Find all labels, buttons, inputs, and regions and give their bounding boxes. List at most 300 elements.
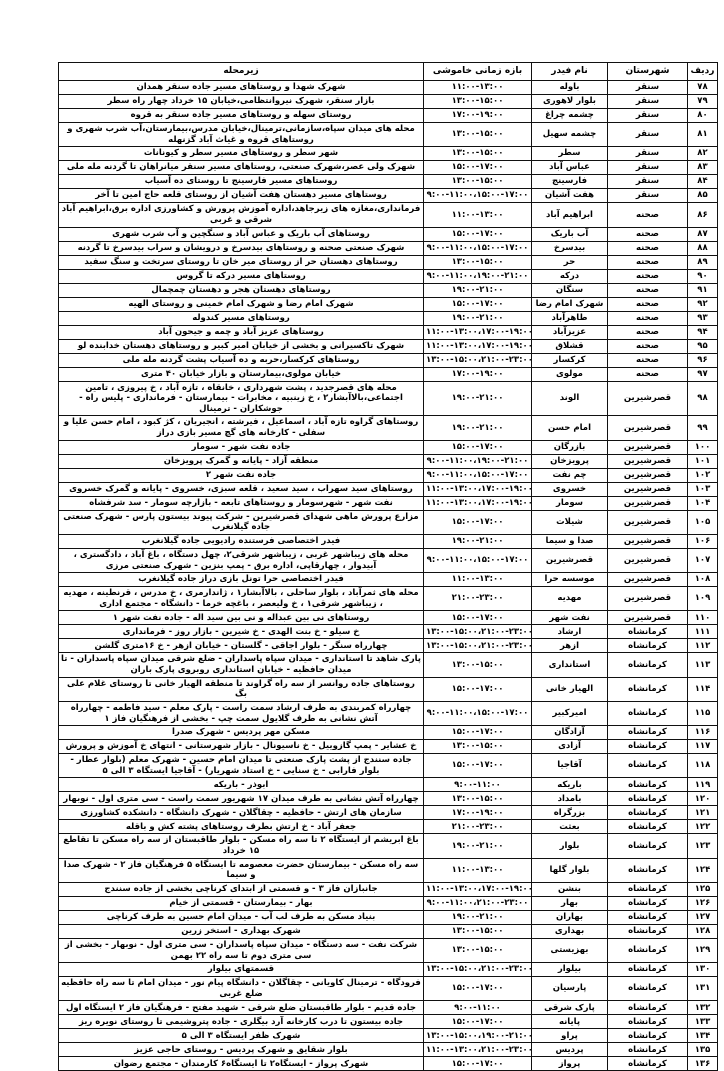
cell-feeder: فارسینج [532, 175, 608, 189]
table-row [59, 910, 718, 924]
cell-sub-neighborhood: شهرک شهدا و روستاهای مسیر جاده سنقر همدان [59, 81, 424, 95]
cell-county: کرمانشاه [608, 1043, 688, 1057]
cell-feeder: بهداری [532, 924, 608, 938]
cell-sub-neighborhood: جاده بیستون تا درب کارخانه آرد بیگلری - جاده پتروشیمی تا روستای نویره ریز [59, 1015, 424, 1029]
table-row [59, 482, 718, 496]
table-row [59, 510, 718, 534]
cell-outage-time: ۱۱:۰۰-۱۳:۰۰،۱۷:۰۰-۱۹:۰۰ [424, 496, 532, 510]
cell-row-number: ۱۱۰ [688, 611, 718, 625]
cell-feeder: الوند [532, 381, 608, 416]
cell-feeder: پایانه [532, 1015, 608, 1029]
cell-outage-time: ۱۳:۰۰-۱۵:۰۰،۲۱:۰۰-۲۳:۰۰ [424, 625, 532, 639]
cell-row-number: ۸۳ [688, 161, 718, 175]
cell-row-number: ۱۰۰ [688, 440, 718, 454]
cell-feeder: بلوار لاهوری [532, 95, 608, 109]
cell-feeder: باریکه [532, 778, 608, 792]
table-row [59, 109, 718, 123]
cell-outage-time: ۱۳:۰۰-۱۵:۰۰ [424, 740, 532, 754]
cell-outage-time: ۹:۰۰-۱۱:۰۰،۱۹:۰۰-۲۱:۰۰ [424, 454, 532, 468]
cell-row-number: ۷۸ [688, 81, 718, 95]
table-row [59, 203, 718, 227]
cell-county: قصرشیرین [608, 611, 688, 625]
cell-outage-time: ۱۷:۰۰-۱۹:۰۰ [424, 109, 532, 123]
cell-feeder: بازرگان [532, 440, 608, 454]
cell-feeder: سنگان [532, 283, 608, 297]
cell-row-number: ۱۱۲ [688, 639, 718, 653]
cell-county: صحنه [608, 339, 688, 353]
header-row-number: ردیف [688, 63, 718, 81]
cell-feeder: امیرکبیر [532, 701, 608, 725]
cell-row-number: ۱۱۵ [688, 701, 718, 725]
cell-feeder: بهاران [532, 910, 608, 924]
cell-county: کرمانشاه [608, 896, 688, 910]
cell-sub-neighborhood: جعفر آباد - خ ارتش بطرف روستاهای پشته کش و باقله [59, 820, 424, 834]
cell-row-number: ۸۵ [688, 189, 718, 203]
cell-outage-time: ۱۹:۰۰-۲۱:۰۰ [424, 534, 532, 548]
cell-county: سنقر [608, 147, 688, 161]
cell-feeder: استانداری [532, 653, 608, 677]
cell-feeder: بنشن [532, 882, 608, 896]
cell-sub-neighborhood: بلوار شقایق و شهرک پردیس - روستای حاجی عزیز [59, 1043, 424, 1057]
cell-feeder: بعثت [532, 820, 608, 834]
cell-sub-neighborhood: روستاهای دهستان هجر و دهستان چمچمال [59, 283, 424, 297]
cell-sub-neighborhood: سازمان های ارتش - حافظیه - چقاگلان - شهرک دانشگاه - دانشکده کشاورزی [59, 806, 424, 820]
cell-row-number: ۱۰۲ [688, 468, 718, 482]
cell-county: کرمانشاه [608, 677, 688, 701]
cell-row-number: ۱۱۱ [688, 625, 718, 639]
cell-outage-time: ۱۳:۰۰-۱۵:۰۰ [424, 792, 532, 806]
cell-outage-time: ۱۱:۰۰-۱۳:۰۰ [424, 858, 532, 882]
cell-county: کرمانشاه [608, 778, 688, 792]
cell-row-number: ۹۴ [688, 325, 718, 339]
cell-outage-time: ۲۱:۰۰-۲۳:۰۰ [424, 820, 532, 834]
cell-county: صحنه [608, 311, 688, 325]
table-row [59, 754, 718, 778]
cell-outage-time: ۹:۰۰-۱۱:۰۰،۱۵:۰۰-۱۷:۰۰ [424, 548, 532, 572]
cell-feeder: پارسیان [532, 977, 608, 1001]
cell-row-number: ۱۰۳ [688, 482, 718, 496]
cell-outage-time: ۱۷:۰۰-۱۹:۰۰ [424, 806, 532, 820]
cell-outage-time: ۱۳:۰۰-۱۵:۰۰ [424, 95, 532, 109]
cell-county: کرمانشاه [608, 977, 688, 1001]
cell-county: سنقر [608, 81, 688, 95]
cell-county: قصرشیرین [608, 468, 688, 482]
cell-outage-time: ۱۹:۰۰-۲۱:۰۰ [424, 283, 532, 297]
cell-outage-time: ۱۵:۰۰-۱۷:۰۰ [424, 677, 532, 701]
cell-sub-neighborhood: محله های ثمرآباد ، بلوار ساحلی ، بالاآبشار۱ ، ژاندارمری ، خ مدرس ، قرنطینه ، مهدیه ، زیباشهر شرقی۱ ، خ ولیعصر ، باغچه خرما - دانشگاه - مجتمع اداری [59, 587, 424, 611]
cell-county: کرمانشاه [608, 858, 688, 882]
cell-outage-time: ۱۱:۰۰-۱۳:۰۰ [424, 203, 532, 227]
cell-sub-neighborhood: پارک شاهد تا استانداری - میدان سپاه پاسداران - ضلع شرقی میدان سپاه پاسداران - تا میدان حافظیه - خیابان استانداری روبروی پارک باران [59, 653, 424, 677]
table-row [59, 255, 718, 269]
cell-sub-neighborhood: شهر سطر و روستاهای مسیر سطر و کیونانات [59, 147, 424, 161]
cell-row-number: ۱۱۷ [688, 740, 718, 754]
cell-sub-neighborhood: چهارراه آتش نشانی به طرف میدان ۱۷ شهریور سمت راست - سی متری اول - نوبهار [59, 792, 424, 806]
cell-outage-time: ۱۳:۰۰-۱۵:۰۰ [424, 938, 532, 962]
cell-row-number: ۱۲۲ [688, 820, 718, 834]
cell-feeder: سومار [532, 496, 608, 510]
cell-sub-neighborhood: بازار سنقر، شهرک نیروانتظامی،خیابان ۱۵ خرداد چهار راه سطر [59, 95, 424, 109]
cell-row-number: ۹۰ [688, 269, 718, 283]
cell-feeder: آقاجیا [532, 754, 608, 778]
table-row [59, 701, 718, 725]
cell-outage-time: ۱۱:۰۰-۱۳:۰۰،۱۷:۰۰-۱۹:۰۰ [424, 339, 532, 353]
cell-county: صحنه [608, 367, 688, 381]
cell-row-number: ۸۷ [688, 227, 718, 241]
cell-outage-time: ۱۵:۰۰-۱۷:۰۰ [424, 977, 532, 1001]
cell-county: کرمانشاه [608, 806, 688, 820]
cell-feeder: نفت شهر [532, 611, 608, 625]
cell-outage-time: ۱۵:۰۰-۱۷:۰۰ [424, 1057, 532, 1071]
cell-feeder: باوله [532, 81, 608, 95]
table-row [59, 468, 718, 482]
cell-outage-time: ۱۱:۰۰-۱۳:۰۰،۱۷:۰۰-۱۹:۰۰ [424, 325, 532, 339]
cell-sub-neighborhood: شهرک تاکسیرانی و بخشی از خیابان امیر کبیر و روستاهای دهستان خدابنده لو [59, 339, 424, 353]
cell-row-number: ۸۱ [688, 123, 718, 147]
cell-row-number: ۱۰۵ [688, 510, 718, 534]
cell-sub-neighborhood: روستاهای مسیر کندوله [59, 311, 424, 325]
cell-row-number: ۱۲۵ [688, 882, 718, 896]
table-row [59, 778, 718, 792]
table-row [59, 496, 718, 510]
cell-sub-neighborhood: روستاهای دهستان حر از روستای میر خان تا روستای سرتخت و سنگ سفید [59, 255, 424, 269]
table-row [59, 367, 718, 381]
cell-sub-neighborhood: روستاهای مسیر دهستان هفت آشیان از روستای قلعه حاج امین تا آخر [59, 189, 424, 203]
header-feeder: نام فیدر [532, 63, 608, 81]
cell-sub-neighborhood: خ عشایر - پمپ گازوییل - خ ناسیونال - بازار شهرستانی - انتهای خ آموزش و پرورش [59, 740, 424, 754]
cell-row-number: ۱۱۹ [688, 778, 718, 792]
cell-county: صحنه [608, 269, 688, 283]
cell-sub-neighborhood: فیدر اختصاصی فرستنده رادیویی جاده گیلانغرب [59, 534, 424, 548]
cell-outage-time: ۹:۰۰-۱۱:۰۰،۱۵:۰۰-۱۷:۰۰ [424, 468, 532, 482]
cell-county: کرمانشاه [608, 924, 688, 938]
table-row [59, 416, 718, 440]
cell-feeder: امام حسن [532, 416, 608, 440]
table-row [59, 81, 718, 95]
table-row [59, 611, 718, 625]
table-row [59, 311, 718, 325]
cell-county: سنقر [608, 175, 688, 189]
cell-row-number: ۱۲۴ [688, 858, 718, 882]
cell-county: صحنه [608, 203, 688, 227]
cell-feeder: بامداد [532, 792, 608, 806]
cell-county: کرمانشاه [608, 910, 688, 924]
cell-feeder: ابراهیم آباد [532, 203, 608, 227]
cell-outage-time: ۱۱:۰۰-۱۳:۰۰،۱۷:۰۰-۱۹:۰۰ [424, 882, 532, 896]
cell-outage-time: ۹:۰۰-۱۱:۰۰،۱۵:۰۰-۱۷:۰۰ [424, 241, 532, 255]
table-row [59, 1043, 718, 1057]
cell-outage-time: ۱۳:۰۰-۱۵:۰۰ [424, 123, 532, 147]
cell-outage-time: ۱۹:۰۰-۲۱:۰۰ [424, 416, 532, 440]
cell-county: قصرشیرین [608, 454, 688, 468]
cell-county: قصرشیرین [608, 416, 688, 440]
table-row [59, 1057, 718, 1071]
cell-outage-time: ۹:۰۰-۱۱:۰۰ [424, 1001, 532, 1015]
cell-row-number: ۱۱۳ [688, 653, 718, 677]
cell-row-number: ۱۲۹ [688, 938, 718, 962]
cell-feeder: پراو [532, 1029, 608, 1043]
cell-row-number: ۱۲۰ [688, 792, 718, 806]
cell-feeder: شیلات [532, 510, 608, 534]
cell-feeder: چم نفت [532, 468, 608, 482]
cell-sub-neighborhood: شهرک امام رضا و شهرک امام خمینی و روستای الهیه [59, 297, 424, 311]
table-row [59, 227, 718, 241]
cell-row-number: ۱۲۸ [688, 924, 718, 938]
cell-feeder: قصرشیرین [532, 548, 608, 572]
cell-feeder: عباس آباد [532, 161, 608, 175]
table-row [59, 283, 718, 297]
cell-feeder: بهزیستی [532, 938, 608, 962]
cell-row-number: ۹۵ [688, 339, 718, 353]
cell-row-number: ۹۲ [688, 297, 718, 311]
cell-row-number: ۷۹ [688, 95, 718, 109]
table-row [59, 1029, 718, 1043]
table-row [59, 339, 718, 353]
cell-feeder: طاهرآباد [532, 311, 608, 325]
cell-county: قصرشیرین [608, 587, 688, 611]
table-row [59, 740, 718, 754]
table-row [59, 924, 718, 938]
cell-sub-neighborhood: فیدر اختصاصی حرا تونل بازی دراز جاده گیلانغرب [59, 573, 424, 587]
cell-row-number: ۸۰ [688, 109, 718, 123]
cell-feeder: بیدسرخ [532, 241, 608, 255]
cell-outage-time: ۹:۰۰-۱۱:۰۰،۲۱:۰۰-۲۳:۰۰ [424, 896, 532, 910]
cell-county: صحنه [608, 283, 688, 297]
table-row [59, 677, 718, 701]
cell-row-number: ۱۲۱ [688, 806, 718, 820]
cell-sub-neighborhood: خ سیلو - خ بنت الهدی - خ شیرین - بازار روز - فرمانداری [59, 625, 424, 639]
cell-sub-neighborhood: چهارراه سنگر - بلوار اجاقی - گلستان - خیابان ازهر - خ ۱۶متری گلشن [59, 639, 424, 653]
cell-row-number: ۸۶ [688, 203, 718, 227]
cell-row-number: ۱۰۹ [688, 587, 718, 611]
cell-outage-time: ۱۳:۰۰-۱۵:۰۰ [424, 175, 532, 189]
cell-sub-neighborhood: شهرک پرواز - ایستگاه۲ تا ایستگاه۶ کارمندان - مجتمع رضوان [59, 1057, 424, 1071]
cell-outage-time: ۱۵:۰۰-۱۷:۰۰ [424, 754, 532, 778]
table-row [59, 963, 718, 977]
cell-outage-time: ۱۱:۰۰-۱۳:۰۰ [424, 81, 532, 95]
cell-sub-neighborhood: محله های قصرجدید ، پشت شهرداری ، خانقاه ، تازه آباد ، خ پیروزی ، تامین اجتماعی،بالاآبشار۲ ، خ زینبیه ، مخابرات - بیمارستان - فرمانداری - پلیس راه - جوشکاران - ترمینال [59, 381, 424, 416]
table-row [59, 548, 718, 572]
cell-feeder: خسروی [532, 482, 608, 496]
cell-feeder: پردیس [532, 1043, 608, 1057]
cell-feeder: درکه [532, 269, 608, 283]
cell-row-number: ۸۸ [688, 241, 718, 255]
cell-outage-time: ۱۳:۰۰-۱۵:۰۰،۲۱:۰۰-۲۳:۰۰ [424, 639, 532, 653]
cell-feeder: ارشاد [532, 625, 608, 639]
table-row [59, 95, 718, 109]
cell-outage-time: ۱۹:۰۰-۲۱:۰۰ [424, 311, 532, 325]
cell-county: سنقر [608, 189, 688, 203]
cell-outage-time: ۱۳:۰۰-۱۵:۰۰،۲۱:۰۰-۲۳:۰۰ [424, 963, 532, 977]
cell-sub-neighborhood: فرودگاه - ترمینال کاویانی - چقاگلان - دانشگاه پیام نور - میدان امام تا سه راه حافظیه ضلع غربی [59, 977, 424, 1001]
table-row [59, 587, 718, 611]
cell-county: قصرشیرین [608, 381, 688, 416]
cell-sub-neighborhood: شرکت نفت - سه دستگاه - میدان سپاه پاسداران - سی متری اول - نوبهار - بخشی از سی متری دوم تا سه راه ۲۲ بهمن [59, 938, 424, 962]
cell-row-number: ۱۳۲ [688, 1001, 718, 1015]
cell-feeder: پرویزخان [532, 454, 608, 468]
cell-sub-neighborhood: جاده نفت شهر ۲ [59, 468, 424, 482]
cell-county: کرمانشاه [608, 726, 688, 740]
table-row [59, 792, 718, 806]
cell-sub-neighborhood: روستاهای سید سهراب ، سید سعید ، قلعه سبزی، خسروی - پایانه و گمرک خسروی [59, 482, 424, 496]
cell-county: قصرشیرین [608, 534, 688, 548]
cell-sub-neighborhood: روستاهای مسیر فارسینج تا روستای ده آسیاب [59, 175, 424, 189]
table-row [59, 625, 718, 639]
cell-county: قصرشیرین [608, 510, 688, 534]
cell-row-number: ۱۳۴ [688, 1029, 718, 1043]
table-row [59, 882, 718, 896]
cell-feeder: کرکسار [532, 353, 608, 367]
cell-feeder: بیلوار [532, 963, 608, 977]
cell-row-number: ۹۳ [688, 311, 718, 325]
cell-sub-neighborhood: روستاهای نی بین عبداله و نی بین سید اله - جاده نفت شهر ۱ [59, 611, 424, 625]
cell-outage-time: ۱۵:۰۰-۱۷:۰۰ [424, 1015, 532, 1029]
cell-outage-time: ۱۹:۰۰-۲۱:۰۰ [424, 910, 532, 924]
header-sub-neighborhood: زیرمحله [59, 63, 424, 81]
cell-feeder: هفت آشیان [532, 189, 608, 203]
cell-county: کرمانشاه [608, 1029, 688, 1043]
cell-sub-neighborhood: روستاهای کرکسار،حربه و ده آسیاب پشت گردنه مله ملی [59, 353, 424, 367]
table-row [59, 123, 718, 147]
cell-outage-time: ۱۳:۰۰-۱۵:۰۰،۲۱:۰۰-۲۳:۰۰ [424, 353, 532, 367]
cell-outage-time: ۹:۰۰-۱۱:۰۰ [424, 778, 532, 792]
cell-county: کرمانشاه [608, 625, 688, 639]
cell-county: سنقر [608, 95, 688, 109]
cell-sub-neighborhood: شهرک ظفر ایستگاه ۳ الی ۵ [59, 1029, 424, 1043]
cell-county: صحنه [608, 241, 688, 255]
table-row [59, 726, 718, 740]
cell-feeder: بهار [532, 896, 608, 910]
cell-feeder: پرواز [532, 1057, 608, 1071]
cell-sub-neighborhood: جاده سنندج از پشت پارک صنعتی تا میدان امام حسین - شهرک معلم (بلوار عطار - بلوار فارابی - خ سنایی - خ استاد شهریار) - آقاجیا ایستگاه ۳ الی ۵ [59, 754, 424, 778]
cell-county: کرمانشاه [608, 963, 688, 977]
cell-county: قصرشیرین [608, 482, 688, 496]
table-row [59, 241, 718, 255]
cell-county: کرمانشاه [608, 834, 688, 858]
cell-row-number: ۱۲۷ [688, 910, 718, 924]
table-row [59, 297, 718, 311]
cell-sub-neighborhood: نفت شهر - شهرسومار و روستاهای تابعه - بازارچه سومار - سد شرفشاه [59, 496, 424, 510]
cell-feeder: آزادی [532, 740, 608, 754]
cell-county: قصرشیرین [608, 573, 688, 587]
cell-feeder: ازهر [532, 639, 608, 653]
cell-sub-neighborhood: محله های زیباشهر غربی ، زیباشهر شرقی۲، چهل دستگاه ، باغ آباد ، دادگستری ، آبیدوار ، چهارقاپی، اداره برق - پمپ بنزین - شهرک صنعتی مرزی [59, 548, 424, 572]
cell-county: صحنه [608, 325, 688, 339]
table-row [59, 806, 718, 820]
cell-county: کرمانشاه [608, 701, 688, 725]
cell-sub-neighborhood: روستاهای مسیر درکه تا گروس [59, 269, 424, 283]
cell-outage-time: ۱۵:۰۰-۱۷:۰۰ [424, 161, 532, 175]
table-row [59, 353, 718, 367]
cell-county: کرمانشاه [608, 1001, 688, 1015]
cell-row-number: ۱۳۳ [688, 1015, 718, 1029]
cell-county: صحنه [608, 297, 688, 311]
cell-outage-time: ۱۳:۰۰-۱۵:۰۰ [424, 653, 532, 677]
cell-row-number: ۱۲۶ [688, 896, 718, 910]
table-row [59, 440, 718, 454]
table-row [59, 977, 718, 1001]
cell-row-number: ۸۲ [688, 147, 718, 161]
cell-sub-neighborhood: چهارراه کمربندی به طرف ارشاد سمت راست - پارک معلم - سید فاطمه - چهارراه آتش نشانی به طرف گلایول سمت چپ - بخشی از فرهنگیان فاز ۱ [59, 701, 424, 725]
cell-sub-neighborhood: مزارع پرورش ماهی شهدای قصرشیرین - شرکت پیوند بیستون پارس - شهرک صنعتی جاده گیلانغرب [59, 510, 424, 534]
cell-county: کرمانشاه [608, 1015, 688, 1029]
cell-feeder: عزیزآباد [532, 325, 608, 339]
cell-county: کرمانشاه [608, 792, 688, 806]
table-row [59, 269, 718, 283]
cell-feeder: آب باریک [532, 227, 608, 241]
cell-outage-time: ۱۳:۰۰-۱۵:۰۰،۱۹:۰۰-۲۱:۰۰ [424, 1029, 532, 1043]
cell-county: کرمانشاه [608, 740, 688, 754]
cell-sub-neighborhood: روستاهای گراوه تازه آباد ، اسماعیل ، فیرشته ، انجیریان ، کژ کبود ، امام حسن علیا و سفلی - کارخانه های گچ مسیر بازی دراز [59, 416, 424, 440]
outage-schedule-table [58, 62, 718, 1071]
cell-county: کرمانشاه [608, 1057, 688, 1071]
header-outage-time: بازه زمانی خاموشی [424, 63, 532, 81]
cell-row-number: ۸۹ [688, 255, 718, 269]
cell-county: قصرشیرین [608, 548, 688, 572]
table-row [59, 147, 718, 161]
cell-sub-neighborhood: بهار - بیمارستان - قسمتی از خیام [59, 896, 424, 910]
cell-outage-time: ۱۵:۰۰-۱۷:۰۰ [424, 227, 532, 241]
cell-feeder: بزرگراه [532, 806, 608, 820]
cell-county: قصرشیرین [608, 496, 688, 510]
cell-feeder: موسسه حرا [532, 573, 608, 587]
cell-county: قصرشیرین [608, 440, 688, 454]
cell-sub-neighborhood: شهرک ولی عصر،شهرک صنعتی، روستاهای مسیر سنقر میانراهان تا گردنه مله ملی [59, 161, 424, 175]
cell-sub-neighborhood: روستای سهله و روستاهای مسیر جاده سنقر به قروه [59, 109, 424, 123]
table-row [59, 653, 718, 677]
table-row [59, 161, 718, 175]
cell-row-number: ۱۱۸ [688, 754, 718, 778]
cell-feeder: پارک شرقی [532, 1001, 608, 1015]
cell-row-number: ۱۰۷ [688, 548, 718, 572]
table-row [59, 381, 718, 416]
cell-sub-neighborhood: منطقه آزاد - پایانه و گمرک پرویزخان [59, 454, 424, 468]
table-row [59, 1015, 718, 1029]
cell-row-number: ۸۴ [688, 175, 718, 189]
cell-sub-neighborhood: جانبازان فاز ۳ - و قسمتی از ابتدای کرناچی بخشی از جاده سنندج [59, 882, 424, 896]
cell-feeder: بلوار [532, 834, 608, 858]
table-row [59, 534, 718, 548]
cell-sub-neighborhood: قسمتهای بیلوار [59, 963, 424, 977]
table-row [59, 573, 718, 587]
cell-county: کرمانشاه [608, 653, 688, 677]
cell-row-number: ۹۱ [688, 283, 718, 297]
table-row [59, 189, 718, 203]
cell-outage-time: ۹:۰۰-۱۱:۰۰،۱۹:۰۰-۲۱:۰۰ [424, 269, 532, 283]
cell-outage-time: ۱۳:۰۰-۱۵:۰۰ [424, 147, 532, 161]
cell-sub-neighborhood: ابوذر - باریکه [59, 778, 424, 792]
cell-outage-time: ۱۹:۰۰-۲۱:۰۰ [424, 834, 532, 858]
cell-row-number: ۱۰۱ [688, 454, 718, 468]
table-row [59, 938, 718, 962]
cell-county: صحنه [608, 353, 688, 367]
cell-row-number: ۹۷ [688, 367, 718, 381]
cell-county: کرمانشاه [608, 882, 688, 896]
cell-feeder: شهرک امام رضا [532, 297, 608, 311]
cell-sub-neighborhood: فرمانداری،مغازه های زیرجاهد،اداره آموزش پرورش و کشاورزی اداره برق،ابراهیم آباد شرقی و غربی [59, 203, 424, 227]
cell-outage-time: ۹:۰۰-۱۱:۰۰،۱۵:۰۰-۱۷:۰۰ [424, 189, 532, 203]
cell-sub-neighborhood: مسکن مهر پردیس - شهرک صدرا [59, 726, 424, 740]
cell-county: سنقر [608, 161, 688, 175]
cell-feeder: بلوار گلها [532, 858, 608, 882]
cell-sub-neighborhood: جاده نفت شهر - سومار [59, 440, 424, 454]
cell-outage-time: ۱۵:۰۰-۱۷:۰۰ [424, 510, 532, 534]
cell-feeder: سطر [532, 147, 608, 161]
cell-feeder: آزادگان [532, 726, 608, 740]
cell-row-number: ۱۰۶ [688, 534, 718, 548]
cell-row-number: ۹۹ [688, 416, 718, 440]
cell-sub-neighborhood: شهرک صنعتی صحنه و روستاهای بیدسرخ و درویشان و سراب بیدسرخ تا گردنه [59, 241, 424, 255]
